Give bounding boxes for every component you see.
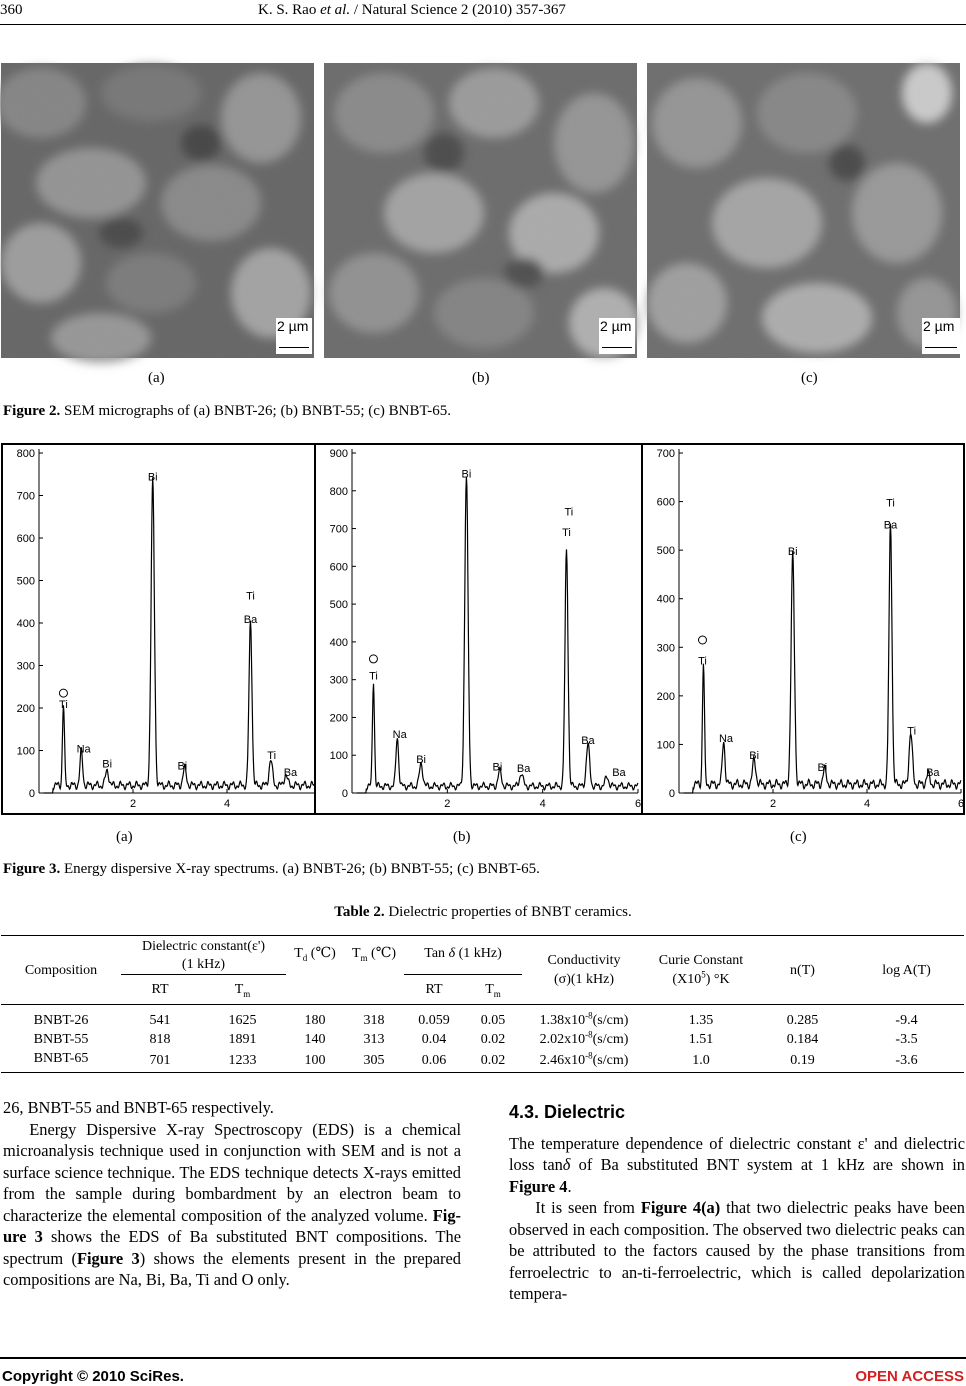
peak-label: Ti [369,670,378,683]
peak-label: Bi [147,471,158,484]
cond-mantissa: 2.02x10 [539,1031,586,1047]
cell-tan-rt: 0.06 [404,1049,464,1073]
cell-curie: 1.0 [646,1049,756,1073]
eds-spectrum-c [641,443,965,815]
cell-td: 180 [304,1012,326,1028]
right-para-1-figref: Figure 4 [509,1176,568,1196]
th-curie-x10: (X10 [672,972,702,987]
y-tick-label: 600 [16,533,35,545]
y-tick-label: 800 [329,485,348,498]
footer-open-access: OPEN ACCESS [855,1368,964,1385]
right-para-1-text-a: The temperature dependence of dielectric constant ε' and dielectric loss tan [509,1133,965,1174]
cond-exp: -8 [585,1009,593,1020]
th-loga: log A(T) [849,936,964,1005]
cell-tm: 313 [363,1031,385,1047]
table2 [1,935,964,1073]
x-tick-label: 2 [129,798,137,810]
peak-label: Ba [581,734,595,747]
x-tick-label: 2 [444,798,451,810]
table-row [1,1011,964,1030]
peak-label: Ti [267,750,277,762]
th-td [286,936,344,975]
table-row [1,1030,964,1049]
left-para-1: 26, BNBT-55 and BNBT-65 respectively. [3,1098,274,1117]
peak-label-o [699,636,707,644]
peak-label: Bi [787,546,798,558]
peak-label: Na [392,729,407,742]
cond-unit: (s/cm) [592,1052,629,1068]
cell-conductivity [522,1030,646,1049]
peak-label: Ba [926,767,940,779]
scale-bar-a [276,318,312,354]
th-dielectric-line1: Dielectric constant(ε') [141,939,266,954]
right-para-1-text-b: of Ba substituted BNT system at 1 kHz are shown in [570,1155,965,1174]
cell-n: 0.184 [786,1031,819,1047]
x-tick-label: 4 [539,798,546,810]
fig2-label-a: (a) [148,370,165,386]
cell-eps-tm: 1625 [228,1012,257,1028]
th-tan-freq: (1 kHz) [455,946,502,961]
left-para-2-text-a: Energy Dispersive X-ray Spectroscopy (EDS) is a chemical microanalysis technique used in conjunction with SEM and is not a surface science technique. The EDS technique detects X-rays emitted from the sample during bombardment by an electron beam to characterize the elemental composition of the analyzed volume. [3,1119,461,1225]
y-tick-label: 300 [329,674,348,687]
th-tm [344,936,404,975]
y-tick-label: 600 [329,561,348,574]
right-para-1-end: . [567,1176,572,1196]
left-para-2 [3,1119,461,1291]
figure2-caption-label: Figure 2. [3,403,61,419]
peak-label: Ti [59,699,68,711]
peak-label-o [59,689,67,697]
peak-label: Ti [886,497,895,510]
th-td-sub: d [302,952,308,963]
x-tick-label: 4 [223,798,231,810]
peak-label: Na [718,733,734,745]
cell-eps-tm: 1233 [199,1049,286,1073]
header-rule [0,24,966,25]
left-para-2-figref-2: Figure 3 [76,1248,140,1268]
th-cond-line1: Conductivity [547,953,621,968]
cell-td: 100 [286,1049,344,1073]
peak-label-o [369,655,377,663]
peak-label: Ti [562,527,571,540]
eds-spectrum-b [314,443,644,815]
th-conductivity [522,936,646,1005]
th-tan [404,936,522,975]
x-tick-label: 6 [634,798,642,810]
footer-copyright: Copyright © 2010 SciRes. [2,1368,184,1385]
scale-label-a: 2 µm [277,318,309,334]
scale-bar-c [922,318,960,354]
header-journal: / Natural Science 2 (2010) 357-367 [350,2,566,18]
figure3-caption-text: Energy dispersive X-ray spectrums. (a) BNBT-26; (b) BNBT-55; (c) BNBT-65. [60,861,540,877]
sem-image-a [1,63,314,358]
page-number: 360 [0,2,23,18]
right-para-1 [509,1133,965,1198]
x-tick-label: 6 [957,798,965,810]
peak-label: Bi [749,750,760,762]
th-n: n(T) [756,936,849,1005]
th-tan-label: Tan [424,946,449,961]
cell-td: 140 [304,1031,326,1047]
cond-mantissa: 2.46x10 [539,1052,586,1068]
th-curie-line1: Curie Constant [658,953,744,968]
cell-eps-tm: 1891 [228,1031,257,1047]
th-tm3-sub: m [493,988,501,999]
y-tick-label: 500 [16,575,35,588]
y-tick-label: 500 [329,599,348,612]
scale-bar-b [599,318,635,354]
th-empty-1 [286,975,344,1005]
left-para-2-figref-1: Fig-ure 3 [3,1205,461,1246]
peak-label: Bi [102,758,113,771]
cell-curie: 1.51 [688,1031,714,1047]
y-tick-label: 900 [329,448,348,460]
fig2-label-b: (b) [472,370,490,386]
peak-label: Ti [246,590,255,603]
left-para-2-text-b: shows the EDS of Ba substituted BNT compositions. The spectrum ( [3,1227,461,1268]
th-composition: Composition [1,936,121,1005]
cell-tan-tm: 0.05 [480,1012,506,1028]
cell-eps-rt: 541 [149,1012,171,1028]
th-dielectric-line2: (1 kHz) [181,957,226,972]
eds-spectrum-a [1,443,325,815]
running-header [258,2,566,19]
th-curie-unit: ) °K [705,972,730,987]
y-tick-label: 0 [668,788,675,800]
header-authors: K. S. Rao [258,2,321,18]
fig3-label-c: (c) [790,829,807,845]
th-tm-sub: m [360,952,368,963]
y-tick-label: 0 [341,788,348,800]
y-tick-label: 100 [329,750,348,763]
th-tm3-symbol: T [485,982,494,997]
right-para-2-figref: Figure 4(a) [640,1198,721,1217]
th-cond-line2: (σ)(1 kHz) [553,972,615,987]
table2-caption [0,904,966,921]
eds-plot-c [643,445,963,813]
y-tick-label: 500 [656,545,675,558]
cell-loga: -9.4 [895,1012,918,1028]
th-tm-sub-col [199,975,286,1005]
peak-label: Ba [283,767,298,779]
cell-tan-tm: 0.02 [480,1031,506,1047]
cond-exp: -8 [585,1049,593,1060]
spectrum-line [684,524,961,794]
cell-tm: 318 [363,1012,385,1028]
cell-n: 0.19 [756,1049,849,1073]
th-rt: RT [121,975,199,1005]
peak-label: Bi [416,753,427,766]
peak-label: Bi [461,468,472,481]
peak-label: Ti [564,506,574,519]
th-tan-rt: RT [404,975,464,1005]
th-curie-line2 [646,970,756,989]
fig2-label-c: (c) [801,370,818,386]
cond-unit: (s/cm) [592,1012,629,1028]
spectrum-line [357,477,638,794]
peak-label: Ti [907,725,917,738]
x-tick-label: 2 [769,798,777,810]
y-tick-label: 400 [656,593,675,606]
th-tm2-symbol: T [234,982,244,997]
left-column [3,1097,461,1291]
peak-label: Ba [883,519,898,532]
scale-label-b: 2 µm [600,318,632,334]
th-empty-2 [344,975,404,1005]
th-tm2-sub: m [243,988,251,999]
cell-composition: BNBT-26 [33,1012,89,1028]
peak-label: Bi [492,761,503,774]
scale-label-c: 2 µm [923,318,955,334]
cell-curie: 1.35 [688,1012,714,1028]
fig3-label-b: (b) [453,829,471,845]
cell-composition: BNBT-55 [33,1031,89,1047]
cond-mantissa: 1.38x10 [539,1012,586,1028]
y-tick-label: 0 [28,788,35,800]
y-tick-label: 700 [329,523,348,536]
y-tick-label: 200 [16,703,35,715]
table-row [1,1049,964,1073]
y-tick-label: 400 [16,618,35,630]
peak-label: Ba [612,767,626,779]
cell-tan-tm: 0.02 [464,1049,522,1073]
left-para-2-text-c: ) shows the elements present in the prepared compositions are Na, Bi, Ba, Ti and O only. [3,1248,461,1289]
th-td-unit: (℃) [307,946,336,961]
th-tan-tm [464,975,522,1005]
cell-loga: -3.5 [895,1031,918,1047]
header-et-al: et al. [320,2,351,18]
right-para-1-delta: δ [562,1155,571,1174]
eds-plot-b [316,445,642,813]
cell-tan-rt: 0.04 [421,1031,447,1047]
th-dielectric [121,936,286,975]
th-tm-symbol: T [351,946,361,961]
y-tick-label: 600 [656,496,675,509]
peak-label: Bi [177,760,188,773]
y-tick-label: 100 [656,739,675,752]
right-para-2 [509,1197,965,1305]
th-curie-exp: 5 [701,969,706,980]
fig3-label-a: (a) [116,829,133,845]
figure2-caption-text: SEM micrographs of (a) BNBT-26; (b) BNBT-55; (c) BNBT-65. [60,403,452,419]
cell-conductivity [522,1011,646,1030]
footer-rule [0,1357,966,1359]
cell-eps-rt: 818 [149,1031,171,1047]
figure3-caption-label: Figure 3. [3,861,61,877]
cell-composition: BNBT-65 [1,1049,121,1073]
peak-label: Ti [698,655,707,668]
cell-n: 0.285 [786,1012,819,1028]
th-tm-unit: (℃) [367,946,397,961]
y-tick-label: 400 [329,636,348,649]
y-tick-label: 100 [16,745,35,758]
peak-label: Na [76,743,91,756]
y-tick-label: 800 [16,448,35,460]
th-curie [646,936,756,1005]
th-td-symbol: T [294,946,303,961]
y-tick-label: 700 [16,490,35,503]
right-para-2-text-a: It is seen from [535,1198,641,1217]
y-tick-label: 300 [656,642,675,655]
th-tan-delta: δ [448,946,456,961]
y-tick-label: 200 [329,712,348,725]
cell-conductivity [522,1049,646,1073]
sem-image-c [647,63,960,358]
cell-tan-rt: 0.059 [418,1012,450,1028]
right-para-2-text-b: that two dielectric peaks have been observed in each composition. The observed two dielectric peaks can be attributed to the factors caused by the phase transitions from ferroelectric to an-ti-ferroelectric, which is called depolarization tempera- [509,1198,965,1303]
y-tick-label: 700 [656,448,675,460]
cond-exp: -8 [585,1028,593,1039]
figure3-caption [3,861,540,878]
cell-tm: 305 [344,1049,404,1073]
x-tick-label: 4 [863,798,871,810]
table-header-row [1,936,964,975]
figure2-caption [3,403,451,420]
cell-eps-rt: 701 [121,1049,199,1073]
sem-image-b [324,63,637,358]
peak-label: Ba [243,614,258,626]
eds-plot-a [3,445,323,813]
cond-unit: (s/cm) [592,1031,629,1047]
peak-label: Bi [817,762,828,775]
section-heading: 4.3. Dielectric [509,1102,626,1122]
table2-caption-label: Table 2. [334,904,385,920]
peak-label: Ba [516,763,531,776]
right-column [509,1102,965,1305]
y-tick-label: 200 [656,690,675,703]
y-tick-label: 300 [16,660,35,673]
cell-loga: -3.6 [849,1049,964,1073]
table2-caption-text: Dielectric properties of BNBT ceramics. [384,904,632,920]
